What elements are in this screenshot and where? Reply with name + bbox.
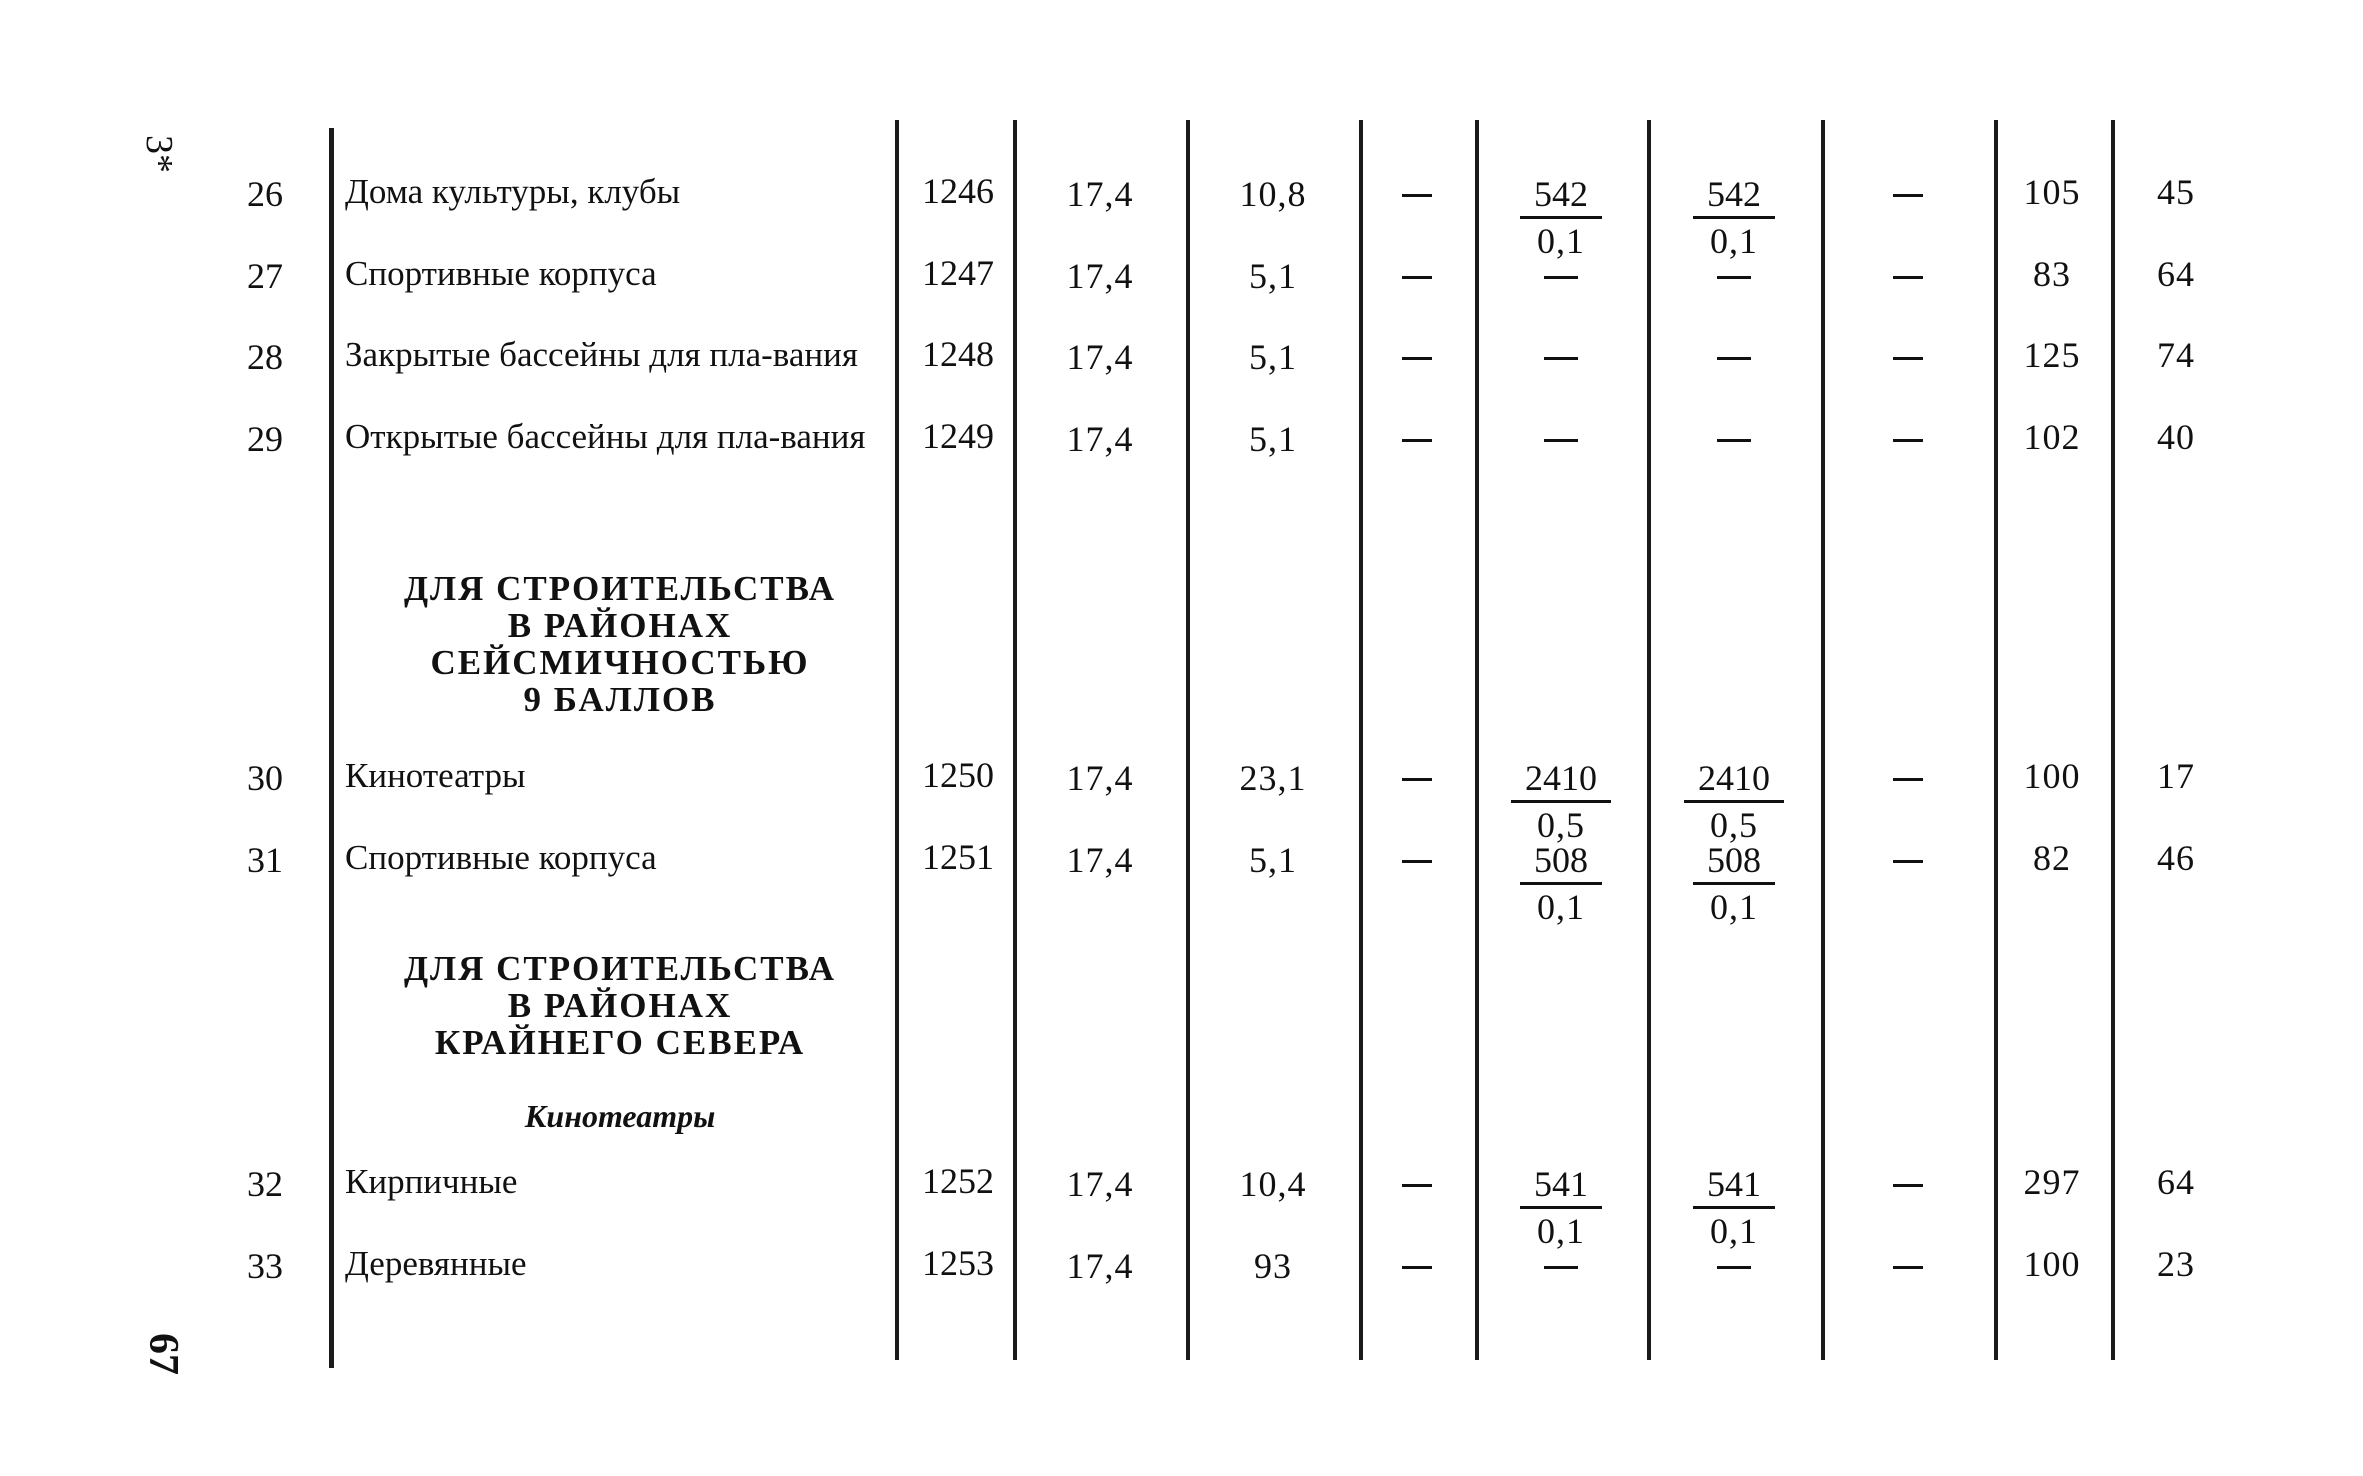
cell-c5-dash: [1402, 778, 1432, 781]
cell-c8-dash: [1893, 439, 1923, 442]
heading-line: КРАЙНЕГО СЕВЕРА: [434, 1023, 806, 1062]
cell-c3: 17,4: [1066, 758, 1134, 798]
cell-c10: 64: [2157, 254, 2195, 294]
fraction-denominator: 0,1: [1537, 887, 1585, 927]
cell-c6-fraction: [1520, 176, 1602, 259]
row-number: 31: [247, 840, 283, 880]
row-code: 1253: [922, 1243, 994, 1283]
fraction-denominator: 0,1: [1537, 1211, 1585, 1251]
cell-c9: 125: [2023, 335, 2081, 375]
cell-c7-fraction: [1693, 1166, 1775, 1249]
row-number: 26: [247, 174, 283, 214]
row-name: Кирпичные: [345, 1162, 518, 1201]
heading-line: СЕЙСМИЧНОСТЬЮ: [430, 643, 810, 682]
row-number: 30: [247, 758, 283, 798]
cell-c3: 17,4: [1066, 256, 1134, 296]
cell-c3: 17,4: [1066, 1246, 1134, 1286]
fraction-numerator: 2410: [1684, 760, 1784, 803]
cell-c5-dash: [1402, 276, 1432, 279]
cell-c6-dash: [1544, 357, 1578, 360]
cell-c9: 83: [2033, 254, 2071, 294]
row-number: 28: [247, 337, 283, 377]
row-name: Дома культуры, клубы: [345, 172, 681, 211]
row-code: 1249: [922, 416, 994, 456]
cell-c4: 5,1: [1249, 840, 1297, 880]
heading-line: В РАЙОНАХ: [507, 986, 733, 1025]
row-code: 1251: [922, 837, 994, 877]
fraction-denominator: 0,5: [1710, 805, 1758, 845]
cell-c4: 23,1: [1239, 758, 1307, 798]
cell-c10: 64: [2157, 1162, 2195, 1202]
cell-c6-fraction: [1520, 1166, 1602, 1249]
cell-c7-fraction: [1693, 176, 1775, 259]
cell-c7-fraction: [1684, 760, 1784, 843]
fraction-denominator: 0,1: [1710, 221, 1758, 261]
fraction-numerator: 2410: [1511, 760, 1611, 803]
row-name: Закрытые бассейны для пла-вания: [345, 335, 858, 374]
cell-c5-dash: [1402, 357, 1432, 360]
row-number: 27: [247, 256, 283, 296]
fraction-numerator: 508: [1693, 842, 1775, 885]
column-rule: [2111, 120, 2115, 1360]
column-rule: [1821, 120, 1825, 1360]
section-heading-seismic: [340, 570, 900, 718]
row-name: Деревянные: [345, 1244, 527, 1283]
column-rule: [1013, 120, 1017, 1360]
row-code: 1252: [922, 1161, 994, 1201]
cell-c8-dash: [1893, 194, 1923, 197]
fraction-denominator: 0,1: [1710, 1211, 1758, 1251]
column-rule: [1186, 120, 1190, 1360]
cell-c3: 17,4: [1066, 337, 1134, 377]
cell-c4: 10,4: [1239, 1164, 1307, 1204]
heading-line: 9 БАЛЛОВ: [523, 680, 717, 719]
heading-line: ДЛЯ СТРОИТЕЛЬСТВА: [403, 949, 837, 988]
cell-c7-dash: [1717, 439, 1751, 442]
fraction-numerator: 542: [1693, 176, 1775, 219]
cell-c6-dash: [1544, 439, 1578, 442]
cell-c10: 17: [2157, 756, 2195, 796]
cell-c4: 5,1: [1249, 337, 1297, 377]
cell-c6-fraction: [1520, 842, 1602, 925]
fraction-numerator: 541: [1520, 1166, 1602, 1209]
fraction-denominator: 0,1: [1537, 221, 1585, 261]
cell-c8-dash: [1893, 778, 1923, 781]
column-rule: [329, 128, 334, 1368]
row-number: 33: [247, 1246, 283, 1286]
cell-c8-dash: [1893, 1184, 1923, 1187]
cell-c6-fraction: [1511, 760, 1611, 843]
column-rule: [895, 120, 899, 1360]
cell-c6-dash: [1544, 1266, 1578, 1269]
column-rule: [1359, 120, 1363, 1360]
row-name: Спортивные корпуса: [345, 838, 657, 877]
fraction-numerator: 508: [1520, 842, 1602, 885]
section-heading-north: [340, 950, 900, 1061]
cell-c8-dash: [1893, 276, 1923, 279]
heading-line: ДЛЯ СТРОИТЕЛЬСТВА: [403, 569, 837, 608]
cell-c4: 5,1: [1249, 256, 1297, 296]
row-number: 32: [247, 1164, 283, 1204]
cell-c3: 17,4: [1066, 174, 1134, 214]
row-code: 1247: [922, 253, 994, 293]
cell-c5-dash: [1402, 439, 1432, 442]
fraction-numerator: 541: [1693, 1166, 1775, 1209]
cell-c7-fraction: [1693, 842, 1775, 925]
cell-c10: 74: [2157, 335, 2195, 375]
cell-c5-dash: [1402, 1184, 1432, 1187]
heading-line: В РАЙОНАХ: [507, 606, 733, 645]
cell-c9: 297: [2023, 1162, 2081, 1202]
cell-c5-dash: [1402, 860, 1432, 863]
cell-c10: 23: [2157, 1244, 2195, 1284]
column-rule: [1994, 120, 1998, 1360]
cell-c8-dash: [1893, 357, 1923, 360]
row-code: 1250: [922, 755, 994, 795]
fraction-denominator: 0,1: [1710, 887, 1758, 927]
row-name: Открытые бассейны для пла-вания: [345, 417, 866, 456]
cell-c4: 93: [1254, 1246, 1292, 1286]
column-rule: [1475, 120, 1479, 1360]
cell-c10: 45: [2157, 172, 2195, 212]
cell-c9: 100: [2023, 756, 2081, 796]
row-number: 29: [247, 419, 283, 459]
cell-c5-dash: [1402, 1266, 1432, 1269]
cell-c3: 17,4: [1066, 419, 1134, 459]
cell-c9: 100: [2023, 1244, 2081, 1284]
cell-c9: 82: [2033, 838, 2071, 878]
cell-c8-dash: [1893, 1266, 1923, 1269]
cell-c6-dash: [1544, 276, 1578, 279]
cell-c10: 40: [2157, 417, 2195, 457]
cell-c9: 105: [2023, 172, 2081, 212]
cell-c9: 102: [2023, 417, 2081, 457]
cell-c4: 5,1: [1249, 419, 1297, 459]
signature-mark: 3*: [138, 135, 180, 173]
subheading-cinemas: Кинотеатры: [524, 1098, 716, 1134]
column-rule: [1647, 120, 1651, 1360]
row-code: 1248: [922, 334, 994, 374]
row-code: 1246: [922, 171, 994, 211]
cell-c3: 17,4: [1066, 840, 1134, 880]
cell-c10: 46: [2157, 838, 2195, 878]
fraction-numerator: 542: [1520, 176, 1602, 219]
page-number: 67: [140, 1333, 186, 1375]
cell-c8-dash: [1893, 860, 1923, 863]
cell-c7-dash: [1717, 357, 1751, 360]
cell-c7-dash: [1717, 276, 1751, 279]
row-name: Спортивные корпуса: [345, 254, 657, 293]
fraction-denominator: 0,5: [1537, 805, 1585, 845]
cell-c3: 17,4: [1066, 1164, 1134, 1204]
cell-c7-dash: [1717, 1266, 1751, 1269]
cell-c4: 10,8: [1239, 174, 1307, 214]
cell-c5-dash: [1402, 194, 1432, 197]
row-name: Кинотеатры: [345, 756, 526, 795]
